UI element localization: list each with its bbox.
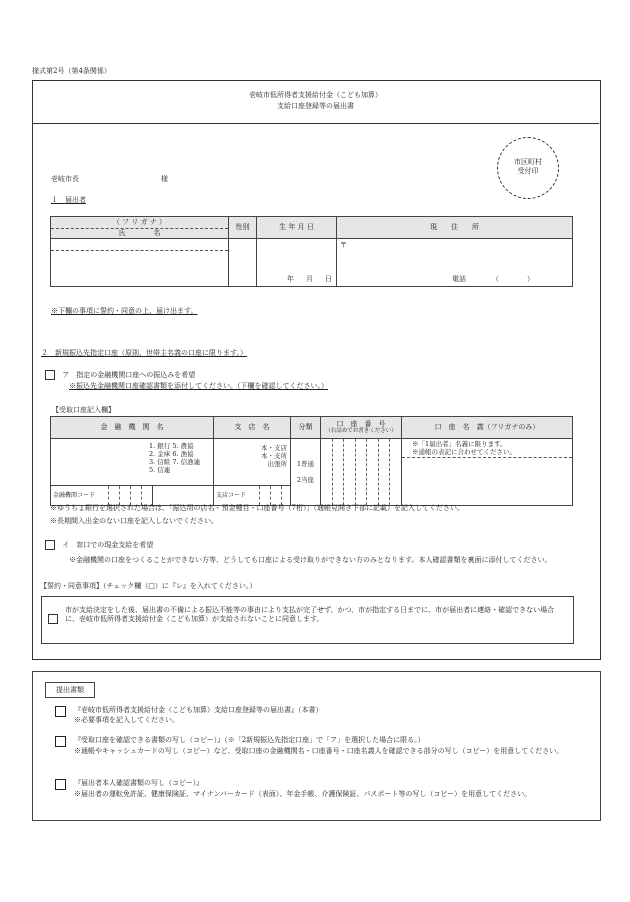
bank-type-4: 5. 信連: [149, 466, 171, 475]
name-header-cell: [51, 217, 229, 239]
bank-type-2: 2. 金庫 6. 漁協: [149, 450, 194, 459]
account-number-input[interactable]: [321, 439, 402, 506]
stamp-label-1: 市区町村: [514, 158, 542, 166]
branch-header: 支 店 名: [214, 417, 291, 439]
pledge-title: 【誓約・同意事項】（チェック欄（□）に『レ』を入れてください。）: [40, 582, 257, 590]
doc-3-note: ※届出者の運転免許証、健康保険証、マイナンバーカード（表面）、年金手帳、介護保険証、パスポート等の写し（コピー）を用意してください。: [74, 790, 532, 798]
pledge-box: [41, 596, 574, 644]
address-input-cell[interactable]: [337, 239, 573, 287]
option-a-checkbox[interactable]: [45, 370, 55, 380]
bank-type-1: 1. 銀行 5. 農協: [149, 442, 194, 450]
account-type-cell[interactable]: [291, 439, 321, 506]
option-a-row: [45, 370, 195, 380]
furigana-header: （ フ リ ガ ナ ）: [51, 218, 228, 229]
address-header: 現 住 所: [337, 217, 573, 239]
pledge-text: 市が支給決定をした後、届出書の不備による振込不能等の事由により支払が完了せず、かつ、市が指定する日までに、市が届出者に連絡・確認できない場合に、壱岐市低所得者支援給付金（こども加算）が支給されないことに同意します。: [65, 606, 555, 623]
title-line-2: 支給口座登録等の届出書: [277, 101, 354, 110]
year-label: 年: [287, 275, 294, 284]
holder-note-2: ※通帳の表記に合わせてください。: [402, 448, 572, 458]
doc-2-note: ※通帳やキャッシュカードの写し（コピー）など、受取口座の金融機関名・口座番号・口座名義人を確認できる部分の写し（コピー）を用意してください。: [74, 747, 564, 755]
documents-title: 提出書類: [45, 682, 95, 698]
yucho-note: ※ゆうちょ銀行を選択された場合は、「振込用の店名・預金種目・口座番号（7桁）」（通帳見開き下部に記載）を記入してください。: [50, 504, 464, 512]
phone-label: 電話: [452, 275, 466, 284]
doc-1-title: 『壱岐市低所得者支援給付金（こども加算）支給口座登録等の届出書』（本書）: [74, 706, 323, 714]
doc-2-title: 『受取口座を確認できる書類の写し（コピー）』（※「2新規振込先指定口座」で「ア」を選択した場合に限る。）: [74, 736, 425, 744]
addressee: 壱岐市長: [51, 175, 79, 183]
long-term-note: ※長期間入出金のない口座を記入しないでください。: [50, 517, 218, 525]
doc-3-title: 『届出者本人確認書類の写し（コピー）』: [74, 779, 204, 787]
furigana-input[interactable]: [51, 239, 228, 251]
branch-code-cell[interactable]: [214, 485, 291, 505]
section-2-title: ２ 新規振込先指定口座（原則、世帯主名義の口座に限ります。）: [41, 349, 247, 357]
bank-name-header: 金 融 機 関 名: [51, 417, 214, 439]
type-header: 分類: [291, 417, 321, 439]
form-header: [32, 80, 599, 124]
applicant-table: [50, 216, 573, 287]
account-type-2: 2当座: [296, 476, 315, 484]
addressee-honorific: 様: [161, 175, 168, 183]
branch-type-2: 本・支所: [261, 452, 287, 461]
bank-type-cell[interactable]: [51, 439, 214, 486]
doc-1-checkbox[interactable]: [55, 706, 66, 717]
branch-type-cell[interactable]: [214, 439, 291, 486]
branch-type-1: 本・支店: [261, 444, 287, 452]
branch-code-label: 支店コード: [216, 491, 247, 499]
account-number-header: [321, 417, 402, 439]
bank-type-3: 3. 信組 7. 信漁連: [149, 458, 201, 467]
option-b-title: イ 窓口での現金支給を希望: [62, 541, 154, 549]
doc-1-note: ※必要事項を記入してください。: [74, 716, 179, 724]
holder-input-cell[interactable]: [402, 439, 573, 506]
doc-3-checkbox[interactable]: [55, 779, 66, 790]
option-b-note: ※金融機関の口座をつくることができない方等、どうしても口座による受け取りができない方のみとなります。本人確認書類を裏面に添付してください。: [69, 556, 552, 564]
name-header: 氏 名: [118, 228, 161, 237]
pledge-checkbox[interactable]: [48, 614, 58, 624]
bank-code-label: 金融機関コード: [53, 491, 96, 499]
postal-mark: 〒: [340, 241, 347, 249]
option-a-title: ア 指定の金融機関口座への振込みを希望: [62, 371, 196, 379]
stamp-label-2: 受付印: [517, 166, 539, 175]
pledge-note: ※下欄の事項に誓約・同意の上、届け出ます。: [51, 307, 198, 315]
birthdate-header: 生 年 月 日: [257, 217, 337, 239]
branch-type-3: 出張所: [267, 460, 287, 469]
option-b-row: [45, 540, 153, 550]
reception-stamp-circle: [497, 137, 559, 199]
holder-note-1: ※「1届出者」名義に限ります。: [412, 440, 507, 448]
section-1-title: １ 届出者: [51, 196, 86, 204]
option-a-note: ※振込先金融機関口座確認書類を添付してください。（下欄を確認してください。）: [69, 382, 328, 390]
account-type-1: 1普通: [296, 459, 315, 468]
account-section-label: 【受取口座記入欄】: [52, 406, 115, 414]
day-label: 日: [325, 275, 332, 284]
phone-paren: （ ）: [492, 275, 534, 284]
bank-code-cell[interactable]: [51, 485, 214, 505]
name-input-cell[interactable]: [51, 239, 229, 287]
form-number: 様式第2号（第4条関係）: [32, 67, 111, 75]
account-number-label: 口 座 番 号: [336, 419, 386, 428]
holder-header: 口 座 名 義（フリガナのみ）: [402, 417, 573, 439]
gender-header: 性別: [229, 217, 257, 239]
birthdate-input-cell[interactable]: [257, 239, 337, 287]
account-number-sub: （右詰めでお書きください）: [325, 428, 397, 435]
month-label: 月: [306, 275, 313, 284]
gender-input-cell[interactable]: [229, 239, 257, 287]
doc-2-checkbox[interactable]: [55, 736, 66, 747]
option-b-checkbox[interactable]: [45, 540, 55, 550]
title-line-1: 壱岐市低所得者支援給付金（こども加算）: [249, 91, 382, 99]
account-table: [50, 416, 573, 506]
